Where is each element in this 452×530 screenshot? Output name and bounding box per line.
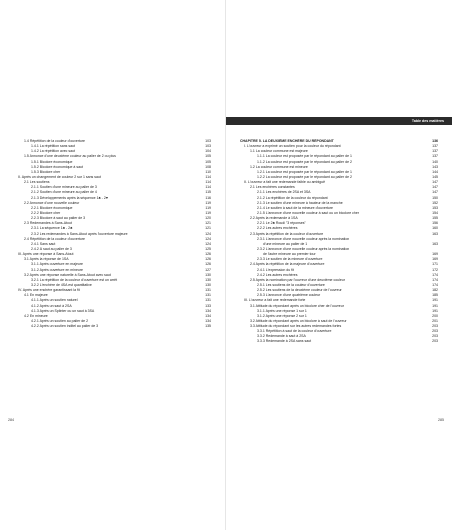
toc-entry-page: 131 [205, 288, 211, 293]
toc-entry-title: 3.1.1 Après ouverture en majeure [31, 262, 83, 267]
toc-entry-title: 2.2.1 Bicolore économique [31, 205, 73, 210]
toc-entry-title: 2.3.2 Les redemandes à Sans-Atout après l'ouverture majeure [31, 231, 128, 236]
toc-entry-page: 156 [432, 221, 438, 226]
toc-entry-title: 3.2 Après une réponse naturelle à Sans-Atout avec saut [24, 272, 111, 277]
toc-entry-page: 134 [205, 313, 211, 318]
toc-entry-title: CHAPITRE 5. LA DEUXIÈME ENCHÈRE DU RÉPONDANT [240, 139, 334, 143]
toc-right-column [240, 139, 438, 345]
toc-entry-title: 1.1.1 La couleur est proposée par le répondant au palier de 1 [257, 154, 352, 159]
toc-entry-page: 203 [432, 329, 438, 334]
page-number-right: 285 [438, 418, 444, 422]
toc-entry-title: 3.2 Attitude du répondant après un bicolore à saut de l'ouvreur [250, 318, 347, 323]
toc-entry-title: 2.1.4 Le soutien à saut de la mineure d'ouverture [257, 205, 333, 210]
toc-entry-title: 2.1.1 Les enchères de 2SA et 3SA [257, 190, 311, 195]
toc-entry-title: 2.1 Les enchères constantes [250, 185, 295, 190]
toc-entry-page: 153 [432, 205, 438, 210]
toc-entry-title: 2.1.3 Le soutien d'une mineure à hauteur de la manche [257, 200, 343, 205]
toc-entry-page: 137 [432, 149, 438, 154]
toc-entry-title: 3.1 Après la réponse de 1SA [24, 257, 69, 262]
right-page [226, 0, 452, 530]
toc-entry-page: 108 [205, 164, 211, 169]
toc-entry-page: 185 [432, 293, 438, 298]
toc-entry-page: 154 [432, 210, 438, 215]
toc-entry-page: 116 [205, 195, 211, 200]
toc-entry-page: 110 [205, 169, 211, 174]
toc-entry-title: 2.3.1 L'annonce d'une nouvelle couleur après la nomination [257, 236, 350, 241]
toc-entry-title: 4.2 En mineure [24, 313, 48, 318]
toc-entry-title: 4.1.2 Après un saut à 2SA [31, 303, 72, 308]
toc-entry-title: 2.4 Après la répétition de la majeure d'ouverture [250, 262, 325, 267]
toc-entry-title: 2.5.2 Les soutiens de la deuxième couleur de l'ouvreur [257, 288, 342, 293]
toc-entry-page: 200 [432, 313, 438, 318]
toc-entry-title: 1.4.2 La répétition avec saut [31, 149, 75, 154]
toc-entry-page: 172 [432, 267, 438, 272]
toc-entry-page: 143 [432, 164, 438, 169]
toc-entry-page: 203 [432, 324, 438, 329]
toc-entry-page: 169 [432, 257, 438, 262]
toc-entry-page: 127 [205, 267, 211, 272]
toc-entry-page: 174 [432, 282, 438, 287]
toc-entry-title: 3.3.1 Répétition à saut de la couleur d'ouverture [257, 329, 332, 334]
toc-entry-page: 130 [205, 282, 211, 287]
toc-entry-title: 2.1.2 La répétition de la couleur du répondant [257, 195, 328, 200]
toc-entry-page: 203 [432, 339, 438, 344]
toc-entry-page: 114 [205, 180, 211, 185]
toc-entry-title: 2.2.1 Le 2♣ Roudi "3 réponses" [257, 221, 306, 226]
toc-entry-page: 191 [432, 298, 438, 303]
section-header-label: Table des matières [411, 119, 444, 123]
toc-entry-title: 2.3.2 L'annonce d'une nouvelle couleur après la nomination [257, 246, 350, 251]
toc-entry-page: 150 [432, 195, 438, 200]
toc-entry-page: 126 [205, 257, 211, 262]
toc-entry-page: 119 [205, 210, 211, 215]
toc-entry-page: 160 [432, 226, 438, 231]
toc-entry-page: 105 [205, 154, 211, 159]
toc-entry-title: III. Après une réponse à Sans-Atout [18, 252, 74, 257]
toc-entry [14, 324, 211, 329]
toc-entry-title: 3.1.2 Après une réponse 2 sur 1 [257, 313, 307, 318]
toc-entry-title: 1.1.2 La couleur est proposée par le répondant au palier de 2 [257, 159, 352, 164]
toc-entry-page: 131 [205, 293, 211, 298]
toc-entry-title: 4.2.1 Après un soutien au palier de 2 [31, 318, 89, 323]
toc-entry-title: 2.4.1 L'expression du fit [257, 267, 294, 272]
toc-entry-page: 105 [205, 159, 211, 164]
toc-entry-title: 2.3 Après la répétition de la couleur d'ouverture [250, 231, 324, 236]
toc-entry-title: d'une mineure au palier de 1 [263, 241, 308, 246]
toc-entry-page: 147 [432, 190, 438, 195]
toc-entry-page: 191 [432, 303, 438, 308]
toc-entry-page: 119 [205, 205, 211, 210]
toc-entry-title: IV. Après une enchère garantissant la fit [18, 288, 80, 293]
toc-entry-title: 3.1.1 Après une réponse 1 sur 1 [257, 308, 307, 313]
toc-entry-title: 3.2.1 La répétition de la couleur d'ouverture est un arrêt [31, 277, 118, 282]
toc-entry-title: 2.3.1 La séquence 1♣ - 2♣ [31, 226, 73, 231]
toc-entry-title: 1.5 Annonce d'une deuxième couleur au palier de 2 ou plus [24, 154, 116, 159]
toc-entry-title: 2.1.1 Soutien d'une mineure au palier de 3 [31, 185, 97, 190]
toc-entry [240, 339, 438, 344]
toc-entry-title: 2.2 Annonce d'une nouvelle couleur [24, 200, 80, 205]
toc-entry-title: 1.2.1 La couleur est proposée par le répondant au palier de 1 [257, 169, 352, 174]
toc-entry-page: 114 [205, 174, 211, 179]
toc-entry-title: II. L'ouvreur a fait une redemande faible ou ambiguë [244, 180, 326, 185]
toc-entry-title: 2.5.3 L'annonce d'une quatrième couleur [257, 293, 321, 298]
toc-entry-page: 147 [432, 185, 438, 190]
section-header-bar [226, 117, 452, 125]
toc-entry-title: 2.1.2 Soutien d'une mineure au palier de 4 [31, 190, 97, 195]
toc-entry-page: 131 [205, 298, 211, 303]
toc-entry-title: 1.2 La couleur commune est mineure [250, 164, 308, 169]
toc-entry-page: 120 [205, 216, 211, 221]
toc-entry-page: 169 [432, 252, 438, 257]
toc-entry-page: 144 [432, 169, 438, 174]
toc-entry-page: 135 [205, 324, 211, 329]
toc-entry-page: 125 [205, 246, 211, 251]
toc-entry-page: 147 [432, 180, 438, 185]
toc-entry-title: 4.1 En majeure [24, 293, 48, 298]
page-number-left: 284 [8, 418, 14, 422]
toc-entry-title: 4.1.1 Après un soutien naturel [31, 298, 78, 303]
toc-entry-title: 2.5.1 Les soutiens de la couleur d'ouverture [257, 282, 325, 287]
toc-entry-page: 134 [205, 318, 211, 323]
toc-entry-title: 2.4 Répétition de la couleur d'ouverture [24, 236, 85, 241]
toc-entry-page: 174 [432, 277, 438, 282]
toc-entry-page: 201 [432, 318, 438, 323]
toc-entry-title: III. L'ouvreur a fait une redemande forte [244, 298, 306, 303]
toc-entry-title: 1.2.2 La couleur est proposée par le répondant au palier de 2 [257, 174, 352, 179]
toc-entry-page: 103 [205, 144, 211, 149]
toc-entry-page: 171 [432, 262, 438, 267]
toc-entry-page: 174 [432, 272, 438, 277]
toc-entry-title: 1.1 La couleur commune est majeure [250, 149, 308, 154]
toc-entry-title: 2.2.3 Bicolore à saut au palier de 3 [31, 216, 86, 221]
toc-entry-title: 1.4 Répétition de la couleur d'ouverture [24, 139, 85, 143]
toc-entry-page: 126 [205, 262, 211, 267]
toc-entry-title: 2.3 Redemandes à Sans-Atout [24, 221, 72, 226]
toc-entry-page: 137 [432, 144, 438, 149]
toc-entry-page: 124 [205, 231, 211, 236]
toc-entry-title: 2.2.2 Les autres enchères [257, 226, 298, 231]
toc-entry-page: 124 [205, 241, 211, 246]
toc-entry-title: 1.5.1 Bicolore économique [31, 159, 73, 164]
toc-entry-page: 203 [432, 334, 438, 339]
toc-entry-page: 140 [432, 159, 438, 164]
toc-entry-title: 3.1 Attitude du répondant après un bicolore cher de l'ouvreur [250, 303, 344, 308]
toc-entry-title: 2.5 Après la nomination par l'ouvreur d'une deuxième couleur [250, 277, 345, 282]
toc-entry-title: 2.4.2 À saut au palier de 3 [31, 246, 72, 251]
toc-entry-title: 3.3.3 Redemande à 2SA sans saut [257, 339, 312, 344]
toc-entry-page: 115 [205, 190, 211, 195]
toc-entry-page: 182 [432, 288, 438, 293]
toc-entry-page: 163 [432, 241, 438, 246]
toc-entry-title: 3.2.2 L'enchère de 4SA est quantitative [31, 282, 92, 287]
toc-entry-page: 133 [205, 303, 211, 308]
toc-entry-title: 3.3.2 Redemande à saut à 2SA [257, 334, 306, 339]
toc-entry-title: II. Après un changement de couleur 2 sur 1 sans saut [18, 174, 101, 179]
toc-entry-page: 119 [205, 200, 211, 205]
toc-entry-title: 2.3.3 Le soutien de la mineure d'ouverture [257, 257, 323, 262]
toc-entry-title: 2.4.2 Les autres enchères [257, 272, 298, 277]
toc-entry-title: 2.1 Les soutiens [24, 180, 50, 185]
toc-entry-title: 4.1.3 Après un Splinter ou un saut à 3SA [31, 308, 95, 313]
toc-entry-page: 134 [205, 308, 211, 313]
toc-entry-title: de l'autre mineure au premier tour [263, 252, 316, 257]
toc-entry-title: I. L'ouvreur a exprimé un soutien pour la couleur du répondant [244, 144, 341, 149]
toc-entry-title: 2.1.5 L'annonce d'une nouvelle couleur à saut ou un bicolore cher [257, 210, 359, 215]
toc-entry-page: 130 [205, 277, 211, 282]
toc-entry-title: 2.2.2 Bicolore cher [31, 210, 61, 215]
toc-entry-page: 136 [432, 139, 438, 143]
toc-entry-title: 2.4.1 Sans saut [31, 241, 56, 246]
toc-entry-page: 155 [432, 216, 438, 221]
toc-entry-page: 114 [205, 185, 211, 190]
toc-entry-page: 124 [205, 236, 211, 241]
toc-entry-page: 121 [205, 221, 211, 226]
toc-entry-title: 1.5.2 Bicolore économique à saut [31, 164, 83, 169]
toc-entry-page: 191 [432, 308, 438, 313]
toc-entry-title: 1.4.1 La répétition sans saut [31, 144, 75, 149]
toc-entry-title: 3.1.2 Après ouverture en mineure [31, 267, 83, 272]
toc-entry-page: 103 [205, 139, 211, 143]
toc-entry-page: 130 [205, 272, 211, 277]
toc-entry-title: 4.2.2 Après un soutien inditel au palier de 3 [31, 324, 99, 329]
toc-entry-page: 104 [205, 149, 211, 154]
toc-entry-page: 126 [205, 252, 211, 257]
toc-entry-title: 2.1.3 Développements après la séquence 1♣ - 2♥ [31, 195, 108, 200]
toc-entry-title: 3.3 Attitude du répondant sur les autres redemandes fortes [250, 324, 342, 329]
toc-entry-title: 1.5.3 Bicolore cher [31, 169, 61, 174]
toc-entry-page: 145 [432, 174, 438, 179]
toc-entry-title: 2.2 Après la redemande à 1SA [250, 216, 298, 221]
toc-entry-page: 163 [432, 231, 438, 236]
toc-entry-page: 137 [432, 154, 438, 159]
toc-entry-page: 152 [432, 200, 438, 205]
toc-entry-page: 121 [205, 226, 211, 231]
toc-left-column [14, 139, 211, 329]
